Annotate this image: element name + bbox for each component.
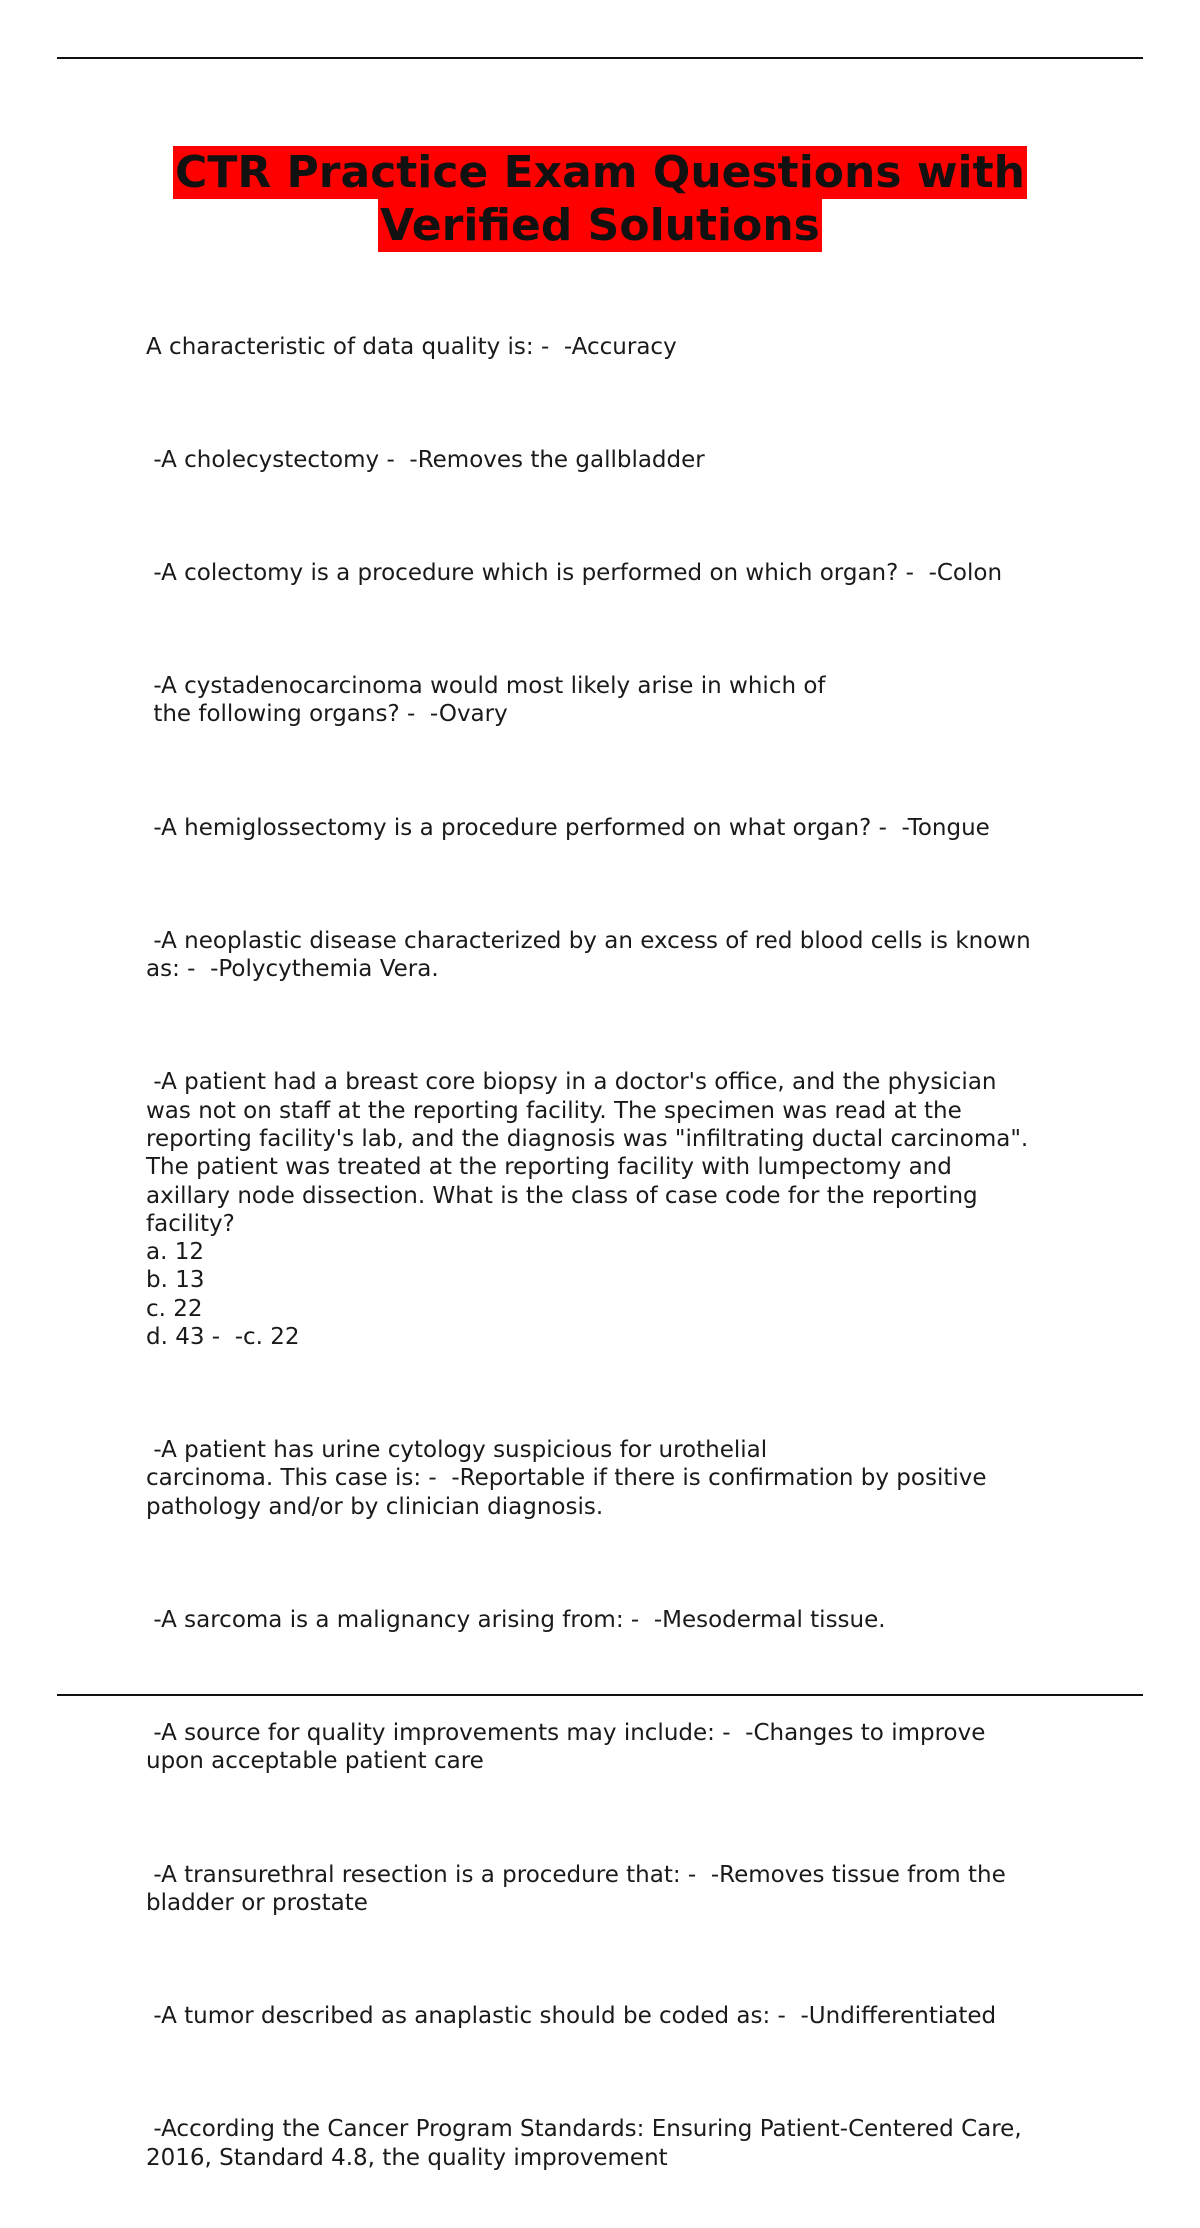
qa-item	[146, 446, 1091, 474]
qa-item	[146, 672, 1091, 729]
qa-separator: -	[179, 956, 211, 983]
question-text: -A sarcoma is a malignancy arising from:	[146, 1606, 624, 1633]
document-title	[0, 146, 1200, 252]
title-line-1: CTR Practice Exam Questions with	[175, 147, 1025, 198]
question-text: -A cholecystectomy	[146, 446, 380, 473]
question-text: -A cystadenocarcinoma would most likely arise in which of the following organs?	[153, 673, 826, 728]
qa-item	[146, 1861, 1091, 1918]
answer-text: -Accuracy	[563, 333, 677, 360]
qa-item	[146, 1606, 1091, 1634]
qa-separator: -	[714, 1720, 746, 1747]
answer-text: -Colon	[928, 559, 1003, 586]
qa-separator: -	[421, 1465, 452, 1492]
qa-separator: -	[680, 1861, 711, 1888]
answer-text: -Mesodermal tissue.	[653, 1606, 886, 1633]
qa-list	[146, 276, 1091, 2228]
question-text: -A neoplastic disease characterized by an excess of red blood cells is known as:	[146, 927, 1031, 983]
answer-text: -Undifferentiated	[800, 2003, 997, 2030]
answer-text: -Removes tissue from the bladder or prostate	[146, 1861, 1006, 1916]
qa-separator: -	[623, 1606, 654, 1633]
qa-item	[146, 927, 1091, 984]
qa-separator: -	[898, 559, 929, 586]
qa-item	[146, 2002, 1091, 2030]
qa-item	[146, 2115, 1091, 2172]
question-text: -A hemiglossectomy is a procedure performed on what organ?	[146, 814, 872, 841]
qa-item	[146, 1436, 1091, 1521]
qa-separator: -	[399, 701, 430, 728]
answer-text: -Removes the gallbladder	[409, 446, 705, 473]
qa-separator: -	[533, 333, 564, 360]
qa-separator: -	[204, 1323, 235, 1350]
qa-item	[146, 1068, 1091, 1351]
qa-separator: -	[770, 2003, 801, 2030]
question-text: -A colectomy is a procedure which is performed on which organ?	[146, 559, 899, 586]
question-text: -A transurethral resection is a procedure that:	[146, 1861, 681, 1888]
qa-item	[146, 559, 1091, 587]
qa-item	[146, 333, 1091, 361]
question-text: -A tumor described as anaplastic should be coded as:	[146, 2003, 771, 2030]
header-rule	[57, 57, 1143, 59]
answer-text: -Changes to improve upon acceptable patient care	[146, 1720, 986, 1775]
question-text: -A patient has urine cytology suspicious for urothelial carcinoma. This case is:	[146, 1437, 768, 1492]
answer-text: -Reportable if there is confirmation by positive pathology and/or by clinician diagnosis.	[146, 1465, 987, 1520]
qa-item	[146, 814, 1091, 842]
question-text: -A source for quality improvements may include:	[146, 1720, 715, 1747]
footer-rule	[57, 1694, 1143, 1696]
qa-item	[146, 1719, 1091, 1776]
question-text: A characteristic of data quality is:	[146, 333, 534, 360]
answer-text: -Polycythemia Vera.	[210, 956, 439, 983]
answer-text: -c. 22	[234, 1323, 300, 1350]
title-line-2: Verified Solutions	[380, 200, 820, 251]
question-text: -A patient had a breast core biopsy in a doctor's office, and the physician was not on staff at the reporting facility. The specimen was read at the reporting facility's lab, and the diagnosis was "infiltrating ductal carcinoma". The patient was treated at the reporting facility with lumpectomy and axillary node dissection. What is the class of case code for the reporting facility? a. 12 b. 13 c. 22 d. 43	[146, 1069, 1029, 1350]
answer-text: -Ovary	[429, 701, 508, 728]
qa-separator: -	[871, 814, 902, 841]
qa-separator: -	[379, 446, 410, 473]
answer-text: -Tongue	[901, 814, 990, 841]
question-text: -According the Cancer Program Standards: Ensuring Patient-Centered Care, 2016, Standard 4.8, the quality improvement	[146, 2116, 1022, 2171]
